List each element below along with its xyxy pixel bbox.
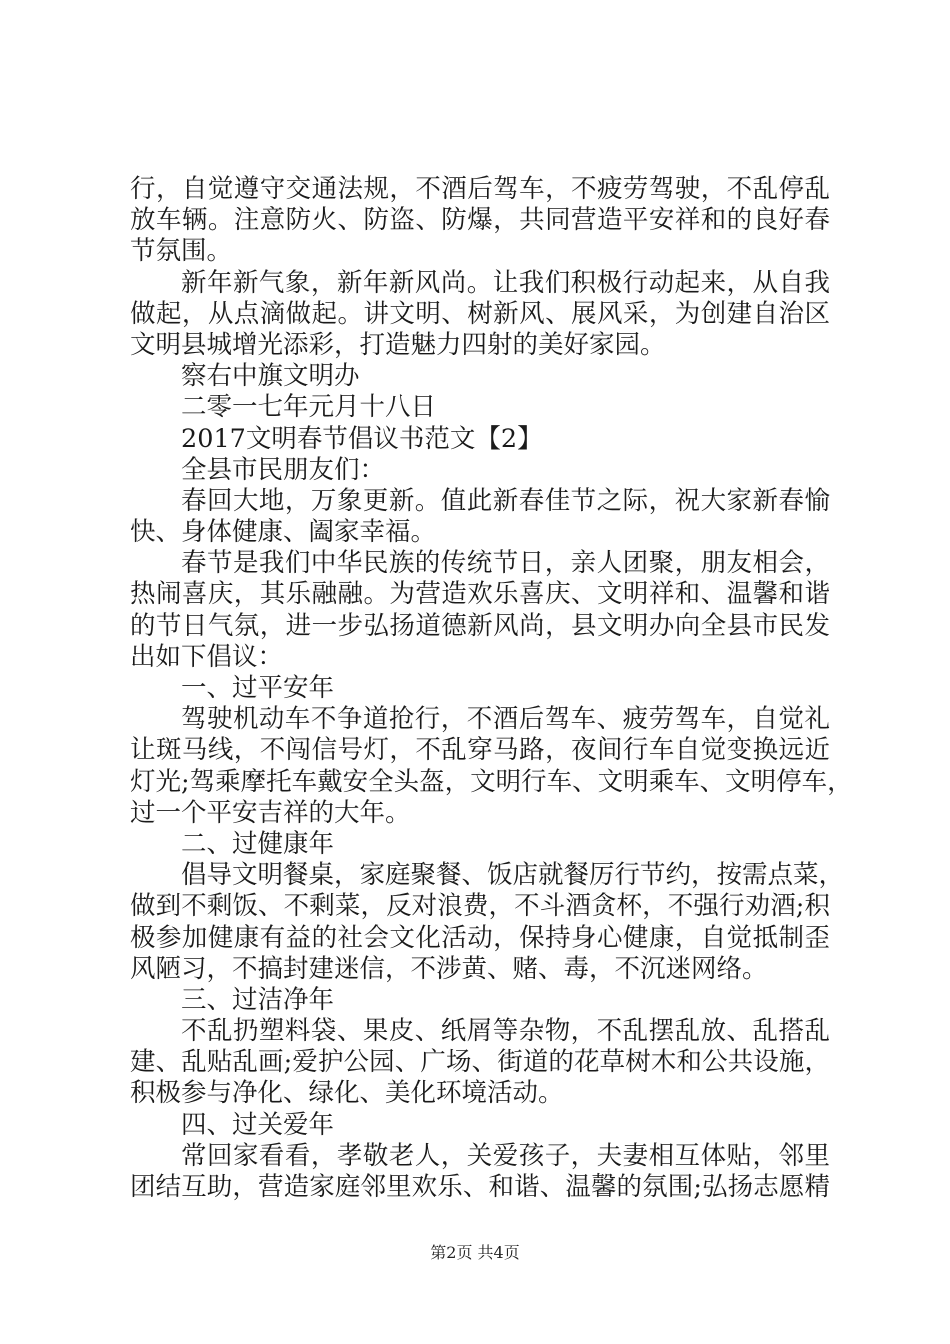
text-line: 风陋习，不搞封建迷信，不涉黄、赌、毒，不沉迷网络。	[130, 953, 768, 984]
signature-organization: 察右中旗文明办	[181, 361, 360, 392]
text-line: 团结互助，营造家庭邻里欢乐、和谐、温馨的氛围;弘扬志愿精	[130, 1172, 830, 1202]
text-line: 放车辆。注意防火、防盗、防爆，共同营造平安祥和的良好春	[130, 205, 830, 236]
section-title: 2017文明春节倡议书范文【2】	[181, 423, 543, 454]
text-line: 做到不剩饭、不剩菜，反对浪费，不斗酒贪杯，不强行劝酒;积	[130, 891, 830, 922]
paragraph-start-line: 春节是我们中华民族的传统节日，亲人团聚，朋友相会，	[181, 548, 830, 579]
text-line: 极参加健康有益的社会文化活动，保持身心健康，自觉抵制歪	[130, 922, 830, 953]
text-line: 积极参与净化、绿化、美化环境活动。	[130, 1078, 564, 1109]
text-line: 建、乱贴乱画;爱护公园、广场、街道的花草树木和公共设施，	[130, 1047, 830, 1078]
paragraph-start-line: 不乱扔塑料袋、果皮、纸屑等杂物，不乱摆乱放、乱搭乱	[181, 1016, 830, 1047]
signature-date: 二零一七年元月十八日	[181, 392, 437, 423]
text-line: 让斑马线，不闯信号灯，不乱穿马路，夜间行车自觉变换远近	[130, 735, 830, 766]
text-line: 节氛围。	[130, 236, 233, 267]
salutation: 全县市民朋友们：	[181, 454, 386, 485]
text-line: 热闹喜庆，其乐融融。为营造欢乐喜庆、文明祥和、温馨和谐	[130, 579, 830, 610]
paragraph-start-line: 春回大地，万象更新。值此新春佳节之际，祝大家新春愉	[181, 485, 830, 516]
text-line: 快、身体健康、阖家幸福。	[130, 517, 437, 548]
text-line: 的节日气氛，进一步弘扬道德新风尚，县文明办向全县市民发	[130, 610, 830, 641]
paragraph-start-line: 倡导文明餐桌，家庭聚餐、饭店就餐厉行节约，按需点菜，	[181, 860, 845, 891]
paragraph-start-line: 驾驶机动车不争道抢行，不酒后驾车、疲劳驾车，自觉礼	[181, 704, 830, 735]
subheading: 四、过关爱年	[181, 1109, 335, 1140]
paragraph-start-line: 新年新气象，新年新风尚。让我们积极行动起来，从自我	[181, 267, 830, 298]
text-line: 过一个平安吉祥的大年。	[130, 797, 411, 828]
text-line: 做起，从点滴做起。讲文明、树新风、展风采，为创建自治区	[130, 298, 830, 329]
page-number-footer: 第2页 共4页	[430, 1243, 520, 1262]
text-line: 文明县城增光添彩，打造魅力四射的美好家园。	[130, 329, 666, 360]
text-line: 灯光;驾乘摩托车戴安全头盔，文明行车、文明乘车、文明停车，	[130, 766, 853, 797]
text-line: 出如下倡议：	[130, 641, 284, 672]
subheading: 一、过平安年	[181, 673, 335, 703]
subheading: 三、过洁净年	[181, 984, 335, 1015]
document-body	[130, 174, 853, 1203]
subheading: 二、过健康年	[181, 828, 335, 859]
text-line: 行，自觉遵守交通法规，不酒后驾车，不疲劳驾驶，不乱停乱	[130, 174, 830, 204]
paragraph-start-line: 常回家看看，孝敬老人，关爱孩子，夫妻相互体贴，邻里	[181, 1140, 830, 1171]
